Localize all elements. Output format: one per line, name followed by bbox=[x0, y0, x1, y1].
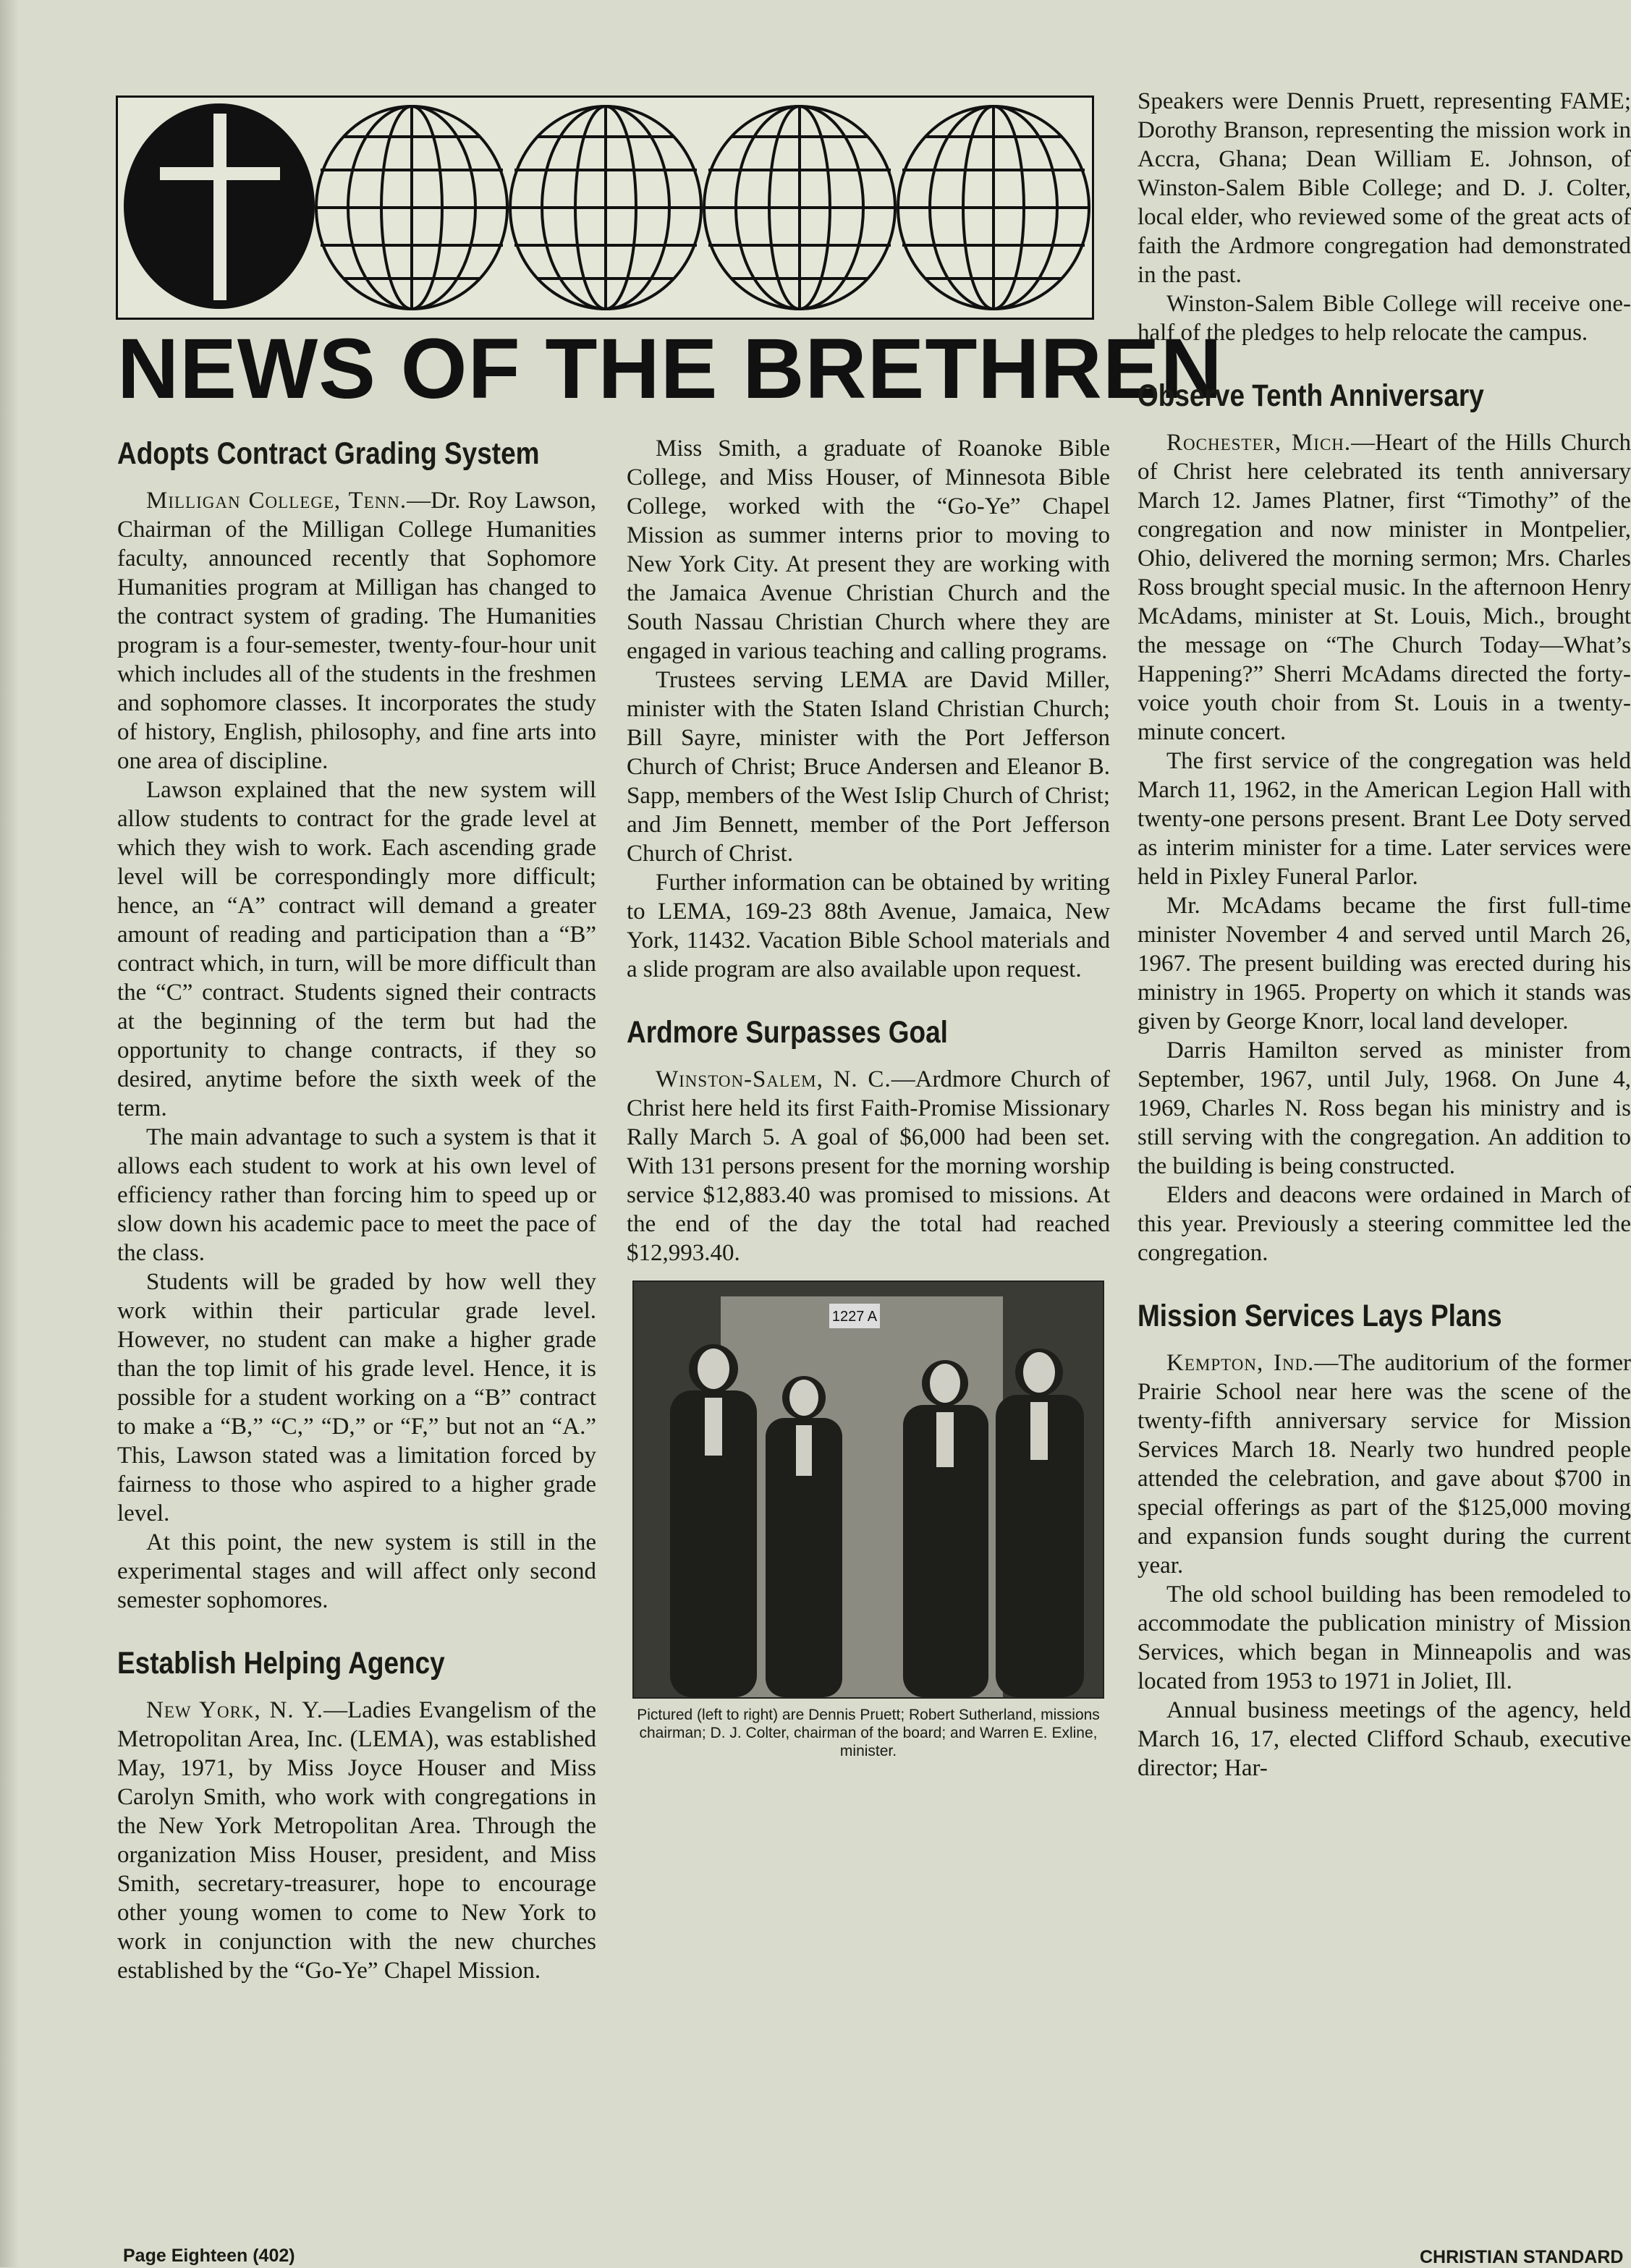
article-paragraph: Rochester, Mich.—Heart of the Hills Church of Christ here celebrated its tenth anniversary March 12. James Platner, first “Timothy” of the congregation and now minister in Montpelier, Ohio, delivered the morning sermon; Mrs. Charles Ross brought special music. In the afternoon Henry McAdams, minister at St. Louis, Mich., brought the message on “The Church Today—What’s Happening?” Sherri McAdams directed the forty-voice youth choir from St. Louis in a twenty-minute concert. bbox=[1138, 430, 1631, 745]
article-paragraph: New York, N. Y.—Ladies Evangelism of the Metropolitan Area, Inc. (LEMA), was established May, 1971, by Miss Joyce Houser and Miss Carolyn Smith, who work with congregations in the New York Metropolitan Area. Through the organization Miss Houser, president, and Miss Smith, secretary-treasurer, hope to encourage other young women to come to New York to work in conjunction with the new churches established by the “Go-Ye” Chapel Mission. bbox=[117, 1697, 596, 1984]
article-paragraph: Annual business meetings of the agency, held March 16, 17, elected Clifford Schaub, executive director; Har- bbox=[1138, 1697, 1631, 1781]
column-3 bbox=[1138, 87, 1631, 1783]
dateline: Milligan College, Tenn. bbox=[146, 488, 407, 514]
article-paragraph: Winston-Salem Bible College will receive one-half of the pledges to help relocate the campus. bbox=[1138, 291, 1631, 346]
dateline: Winston-Salem, N. C. bbox=[656, 1066, 891, 1092]
article-paragraph: Elders and deacons were ordained in March of this year. Previously a steering committee led the congregation. bbox=[1138, 1182, 1631, 1266]
article-paragraph: Lawson explained that the new system will allow students to contract for the grade level at which they wish to work. Each ascending grade level will be correspondingly more difficult; hence, an “A” contract will demand a greater amount of reading and participation than a “B” contract which, in turn, will be more difficult than the “C” contract. Students signed their contracts at the beginning of the term but had the opportunity to change contracts, if they so desired, anytime before the sixth week of the term. bbox=[117, 777, 596, 1121]
article-paragraph: Speakers were Dennis Pruett, representing FAME; Dorothy Branson, representing the mission work in Accra, Ghana; Dean William E. Johnson, of Winston-Salem Bible College; and D. J. Colter, local elder, who reviewed some of the great acts of faith the Ardmore congregation had demonstrated in the past. bbox=[1138, 88, 1631, 288]
publication-name: CHRISTIAN STANDARD bbox=[1420, 2247, 1624, 2267]
article-paragraph: Miss Smith, a graduate of Roanoke Bible College, and Miss Houser, of Minnesota Bible College, worked with the “Go-Ye” Chapel Mission as summer interns prior to moving to New York City. At present they are working with the Jamaica Avenue Christian Church and the South Nassau Christian Church where they are engaged in various teaching and calling programs. bbox=[627, 436, 1110, 664]
article-paragraph: Students will be graded by how well they work within their particular grade level. However, no student can make a higher grade than the top limit of his grade level. Hence, it is possible for a student working on a “B” contract to make a “B,” “C,” “D,” or “F,” but not an “A.” This, Lawson stated was a limitation forced by fairness to those who aspired to a higher grade level. bbox=[117, 1269, 596, 1526]
globe-icon bbox=[704, 106, 895, 309]
cross-and-globes-illustration bbox=[118, 98, 1092, 318]
page-edge bbox=[0, 0, 19, 2267]
column-1 bbox=[117, 434, 596, 1985]
article-paragraph: The first service of the congregation was held March 11, 1962, in the American Legion Hall with twenty-one persons present. Brant Lee Doty served as interim minister for a time. Later services were held in Pixley Funeral Parlor. bbox=[1138, 748, 1631, 890]
dateline: New York, N. Y. bbox=[146, 1697, 324, 1723]
article-headline: Establish Helping Agency bbox=[117, 1646, 445, 1681]
dateline: Rochester, Mich. bbox=[1166, 430, 1352, 456]
globe-icon bbox=[316, 106, 507, 309]
group-photo bbox=[632, 1280, 1104, 1699]
cross-icon bbox=[213, 114, 226, 300]
photo-caption: Pictured (left to right) are Dennis Pruett; Robert Sutherland, missions chairman; D. J. Colter, chairman of the board; and Warren E. Exline, minister. bbox=[637, 1707, 1100, 1759]
article-paragraph: Mr. McAdams became the first full-time minister November 4 and served until March 26, 1967. The present building was erected during his ministry in 1965. Property on which it stands was given by George Knorr, local land developer. bbox=[1138, 893, 1631, 1035]
article-paragraph: The main advantage to such a system is that it allows each student to work at his own level of efficiency rather than forcing him to speed up or slow down his academic pace to meet the pace of the class. bbox=[117, 1124, 596, 1266]
globe-icon bbox=[510, 106, 701, 309]
svg-text:1227 A: 1227 A bbox=[831, 1309, 878, 1325]
column-2 bbox=[627, 434, 1110, 1760]
globe-icon bbox=[898, 106, 1089, 309]
article-headline: Observe Tenth Anniversary bbox=[1138, 378, 1484, 413]
page-title: NEWS OF THE BRETHREN bbox=[117, 321, 1223, 417]
dateline: Kempton, Ind. bbox=[1166, 1350, 1315, 1376]
masthead-banner bbox=[116, 95, 1094, 320]
article-paragraph: Milligan College, Tenn.—Dr. Roy Lawson, Chairman of the Milligan College Humanities faculty, announced recently that Sophomore Humanities program at Milligan has changed to the contract system of grading. The Humanities program is a four-semester, twenty-four-hour unit which includes all of the students in the freshmen and sophomore classes. It incorporates the study of history, English, philosophy, and fine arts into one area of discipline. bbox=[117, 488, 596, 774]
article-paragraph: Trustees serving LEMA are David Miller, minister with the Staten Island Christian Church; Bill Sayre, minister with the Port Jefferson Church of Christ; Bruce Andersen and Eleanor B. Sapp, members of the West Islip Church of Christ; and Jim Bennett, member of the Port Jefferson Church of Christ. bbox=[627, 667, 1110, 867]
page-number: Page Eighteen (402) bbox=[123, 2246, 295, 2266]
article-paragraph: Darris Hamilton served as minister from September, 1967, until July, 1968. On June 4, 1969, Charles N. Ross began his ministry and is still serving with the congregation. An addition to the building is being constructed. bbox=[1138, 1037, 1631, 1179]
article-headline: Adopts Contract Grading System bbox=[117, 436, 540, 471]
article-paragraph: Kempton, Ind.—The auditorium of the former Prairie School near here was the scene of the twenty-fifth anniversary service for Mission Services March 18. Nearly two hundred people attended the celebration, and gave about $700 in special offerings as part of the $125,000 moving and expansion funds sought during the current year. bbox=[1138, 1350, 1631, 1579]
article-paragraph: Winston-Salem, N. C.—Ardmore Church of Christ here held its first Faith-Promise Missionary Rally March 5. A goal of $6,000 had been set. With 131 persons present for the morning worship service $12,883.40 was promised to missions. At the end of the day the total had reached $12,993.40. bbox=[627, 1066, 1111, 1266]
article-paragraph: The old school building has been remodeled to accommodate the publication ministry of Mission Services, which began in Minneapolis and was located from 1953 to 1971 in Joliet, Ill. bbox=[1138, 1581, 1631, 1694]
article-paragraph: At this point, the new system is still in the experimental stages and will affect only second semester sophomores. bbox=[117, 1529, 596, 1613]
article-headline: Ardmore Surpasses Goal bbox=[627, 1015, 948, 1050]
article-paragraph: Further information can be obtained by writing to LEMA, 169-23 88th Avenue, Jamaica, New York, 11432. Vacation Bible School materials and a slide program are also available upon request. bbox=[627, 870, 1110, 982]
article-headline: Mission Services Lays Plans bbox=[1138, 1299, 1502, 1333]
